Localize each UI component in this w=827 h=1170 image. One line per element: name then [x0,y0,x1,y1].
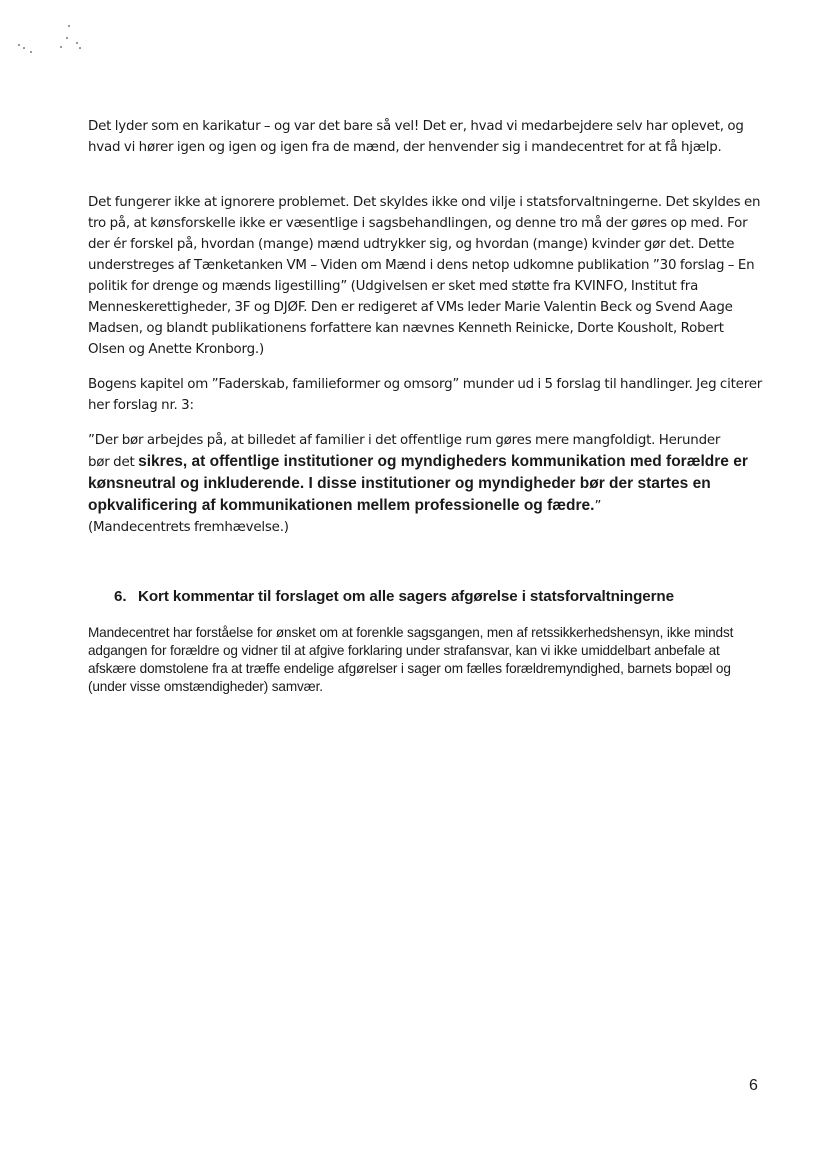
quote-closing-mark: ” [594,499,602,514]
quote-plain-lead: bør det [88,455,139,470]
paragraph-chapter: Bogens kapitel om ”Faderskab, familieformer og omsorg” munder ud i 5 forslag til handlinger. Jeg citerer her forslag nr. 3: [88,377,763,413]
section-heading [114,588,674,605]
section-title: Kort kommentar til forslaget om alle sagers afgørelse i statsforvaltningerne [138,588,674,605]
quote-bold-emphasis: sikres, at offentlige institutioner og myndigheders kommunikation med forældre er kønsneutral og inkluderende. I disse institutioner og myndigheder bør der startes en opkvalificering af kommunikationen mellem professionelle og fædre. [88,453,748,514]
section-number: 6. [114,588,127,605]
scan-specks [14,20,94,60]
quote-block [88,430,764,538]
page-number: 6 [749,1077,758,1094]
quote-emphasis-note: (Mandecentrets fremhævelse.) [88,520,289,535]
paragraph-intro: Det lyder som en karikatur – og var det bare så vel! Det er, hvad vi medarbejdere selv har oplevet, og hvad vi hører igen og igen og igen fra de mænd, der henvender sig i mandecentret for at få hjælp. [88,119,744,155]
quote-first-line: ”Der bør arbejdes på, at billedet af familier i det offentlige rum gøres mere mangfoldigt. Herunder [88,433,721,448]
paragraph-comment: Mandecentret har forståelse for ønsket om at forenkle sagsgangen, men af retssikkerhedshensyn, ikke mindst adgangen for forældre og vidner til at afgive forklaring under strafansvar, kan vi ikke umiddelbart anbefale at afskære domstolene fra at træffe endelige afgørelser i sager om fælles forældremyndighed, barnets bopæl og (under visse omstændigheder) samvær. [88,625,734,694]
paragraph-problem: Det fungerer ikke at ignorere problemet. Det skyldes ikke ond vilje i statsforvaltningerne. Det skyldes en tro på, at kønsforskelle ikke er væsentlige i sagsbehandlingen, og denne tro må der gøres op med. For der ér forskel på, hvordan (mange) mænd udtrykker sig, og hvordan (mange) kvinder gør det. Dette understreges af Tænketanken VM – Viden om Mænd i dens netop udkomne publikation ”30 forslag – En politik for drenge og mænds ligestilling” (Udgivelsen er sket med støtte fra KVINFO, Institut fra Menneskerettigheder, 3F og DJØF. Den er redigeret af VMs leder Marie Valentin Beck og Svend Aage Madsen, og blandt publikationens forfattere kan nævnes Kenneth Reinicke, Dorte Kousholt, Robert Olsen og Anette Kronborg.) [88,195,761,357]
